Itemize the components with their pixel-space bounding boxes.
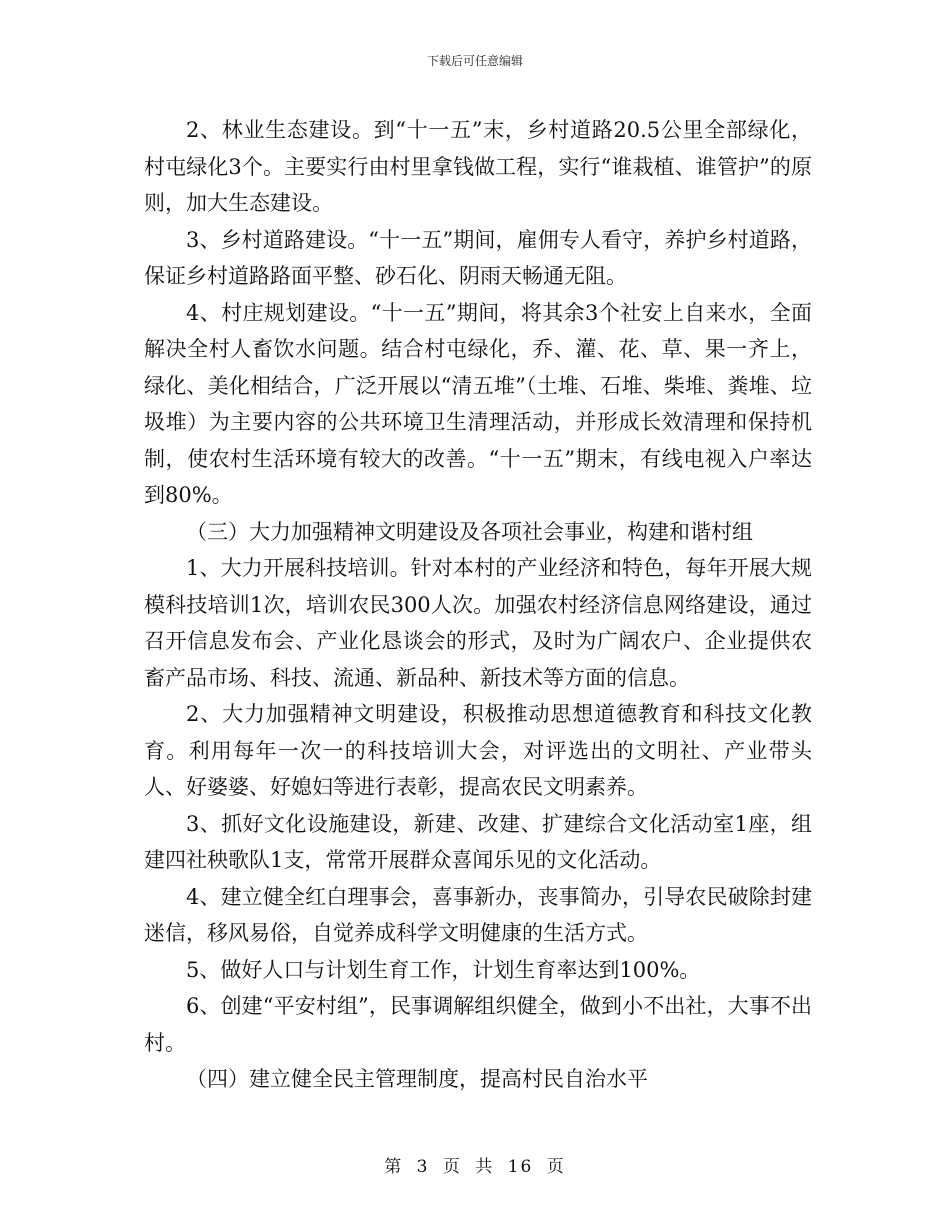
section-heading-4: （四）建立健全民主管理制度，提高村民自治水平 [186, 1067, 648, 1091]
document-body [144, 112, 812, 1098]
paragraph-red-white-council: 4、建立健全红白理事会，喜事新办，丧事简办，引导农民破除封建迷信，移风易俗，自觉养成科学文明健康的生活方式。 [144, 884, 812, 945]
paragraph-forestry: 2、林业生态建设。到“十一五”末，乡村道路20.5公里全部绿化，村屯绿化3个。主要实行由村里拿钱做工程，实行“谁栽植、谁管护”的原则，加大生态建设。 [144, 118, 812, 215]
paragraph-roads: 3、乡村道路建设。“十一五”期间，雇佣专人看守，养护乡村道路，保证乡村道路路面平整、砂石化、阴雨天畅通无阻。 [144, 227, 812, 288]
paragraph-safe-village: 6、创建“平安村组”，民事调解组织健全，做到小不出社，大事不出村。 [144, 994, 812, 1055]
paragraph-family-planning: 5、做好人口与计划生育工作，计划生育率达到100%。 [186, 957, 701, 982]
page-header: 下载后可任意编辑 [426, 54, 523, 68]
paragraph-tech-training: 1、大力开展科技培训。针对本村的产业经济和特色，每年开展大规模科技培训1次，培训农民300人次。加强农村经济信息网络建设，通过召开信息发布会、产业化恳谈会的形式，及时为广阔农户、企业提供农畜产品市场、科技、流通、新品种、新技术等方面的信息。 [144, 556, 812, 690]
paragraph-civilization: 2、大力加强精神文明建设，积极推动思想道德教育和科技文化教育。利用每年一次一的科技培训大会，对评选出的文明社、产业带头人、好婆婆、好媳妇等进行表彰，提高农民文明素养。 [144, 702, 812, 799]
paragraph-culture-facilities: 3、抓好文化设施建设，新建、改建、扩建综合文化活动室1座，组建四社秧歌队1支，常常开展群众喜闻乐见的文化活动。 [144, 811, 812, 872]
section-heading-3: （三）大力加强精神文明建设及各项社会事业，构建和谐村组 [186, 519, 753, 544]
page-footer: 第 3 页 共 16 页 [384, 1157, 566, 1177]
paragraph-village-planning: 4、村庄规划建设。“十一五”期间，将其余3个社安上自来水，全面解决全村人畜饮水问题。结合村屯绿化，乔、灌、花、草、果一齐上，绿化、美化相结合，广泛开展以“清五堆”（土堆、石堆、柴堆、粪堆、垃圾堆）为主要内容的公共环境卫生清理活动，并形成长效清理和保持机制，使农村生活环境有较大的改善。“十一五”期末，有线电视入户率达到80%。 [144, 300, 812, 507]
